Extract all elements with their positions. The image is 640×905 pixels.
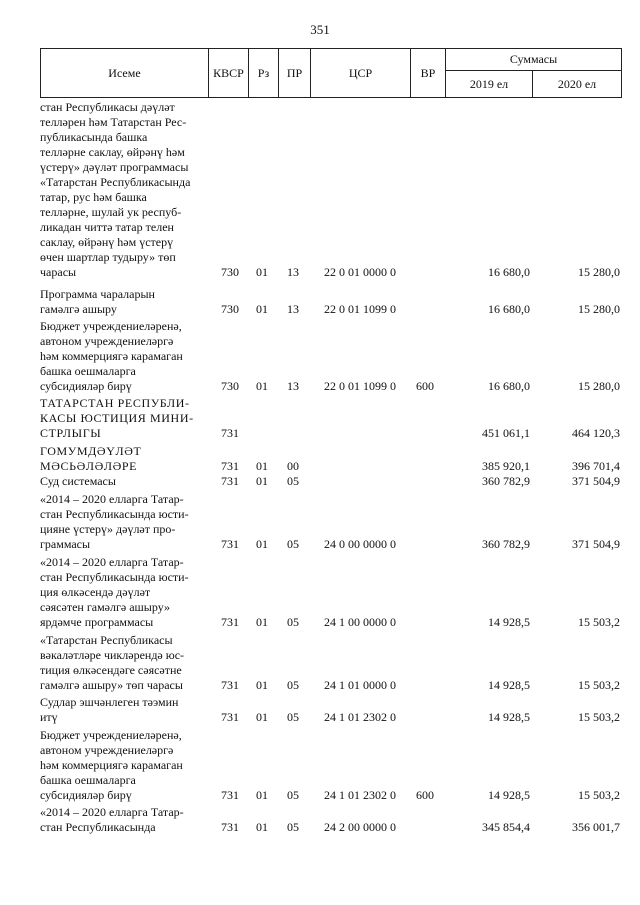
table-row: [40, 287, 622, 317]
header-kvsr: КВСР: [209, 49, 249, 97]
cell-kvsr: 731: [221, 537, 239, 551]
cell-csr: 24 1 00 0000 0: [324, 615, 396, 629]
cell-pr: 05: [287, 474, 299, 488]
cell-sum-2019: 345 854,4: [482, 820, 530, 834]
cell-sum-2020: 396 701,4: [572, 459, 620, 473]
cell-pr: 13: [287, 265, 299, 279]
row-name-line: үстерү» дәүләт программасы: [40, 160, 189, 174]
table-row: [40, 695, 622, 725]
header-csr: ЦСР: [311, 49, 411, 97]
table-header: [40, 48, 622, 98]
row-name: [40, 492, 205, 552]
row-name-line: стан Республикасында юсти-: [40, 570, 189, 584]
row-name-line: СТРЛЫГЫ: [40, 426, 102, 440]
cell-pr: 05: [287, 537, 299, 551]
row-name: [40, 319, 205, 394]
row-name-line: татар, рус һәм башка: [40, 190, 147, 204]
cell-pr: 13: [287, 302, 299, 316]
cell-rz: 01: [256, 302, 268, 316]
cell-pr: 05: [287, 710, 299, 724]
header-pr: ПР: [279, 49, 311, 97]
table-row: [40, 100, 622, 280]
cell-pr: 05: [287, 678, 299, 692]
row-name-line: ция өлкәсендә дәүләт: [40, 585, 151, 599]
cell-sum-2019: 14 928,5: [488, 615, 530, 629]
row-name-line: цияне үстерү» дәүләт про-: [40, 522, 176, 536]
cell-csr: 24 1 01 2302 0: [324, 788, 396, 802]
row-name-line: «Татарстан Республикасы: [40, 633, 173, 647]
row-name-line: автоном учреждениеләргә: [40, 743, 174, 757]
table-row: [40, 728, 622, 803]
row-name-line: стан Республикасында: [40, 820, 156, 834]
table-row: [40, 633, 622, 693]
header-vr: ВР: [411, 49, 446, 97]
header-year-2020: 2020 ел: [557, 76, 597, 91]
row-name-line: «2014 – 2020 елларга Татар-: [40, 805, 184, 819]
cell-sum-2020: 15 503,2: [578, 615, 620, 629]
cell-pr: 00: [287, 459, 299, 473]
row-name-line: «Татарстан Республикасында: [40, 175, 191, 189]
cell-sum-2020: 356 001,7: [572, 820, 620, 834]
table-row: [40, 319, 622, 394]
row-name-line: Бюджет учреждениеләренә,: [40, 728, 182, 742]
cell-pr: 05: [287, 788, 299, 802]
row-name: [40, 474, 205, 489]
row-name-line: ГОМУМДӘҮЛӘТ: [40, 444, 142, 458]
cell-rz: 01: [256, 379, 268, 393]
header-name: Исеме: [41, 49, 209, 97]
row-name-line: Суд системасы: [40, 474, 116, 488]
row-name-line: өчен шартлар тудыру» төп: [40, 250, 176, 264]
row-name-line: һәм коммерциягә карамаган: [40, 349, 183, 363]
cell-vr: 600: [416, 788, 434, 802]
cell-sum-2019: 451 061,1: [482, 426, 530, 440]
cell-csr: 22 0 01 0000 0: [324, 265, 396, 279]
row-name-line: КАСЫ ЮСТИЦИЯ МИНИ-: [40, 411, 194, 425]
cell-sum-2019: 360 782,9: [482, 474, 530, 488]
row-name: [40, 695, 205, 725]
row-name: [40, 805, 205, 835]
row-name: [40, 728, 205, 803]
cell-sum-2019: 16 680,0: [488, 265, 530, 279]
row-name-line: ликадан читтә татар телен: [40, 220, 174, 234]
cell-csr: 24 1 01 2302 0: [324, 710, 396, 724]
cell-sum-2019: 16 680,0: [488, 379, 530, 393]
cell-kvsr: 731: [221, 474, 239, 488]
cell-rz: 01: [256, 537, 268, 551]
table-row: [40, 805, 622, 835]
cell-sum-2020: 15 503,2: [578, 710, 620, 724]
cell-sum-2020: 15 280,0: [578, 302, 620, 316]
row-name-line: сәясәтен гамәлгә ашыру»: [40, 600, 170, 614]
header-year-2019: 2019 ел: [446, 71, 533, 97]
cell-sum-2019: 16 680,0: [488, 302, 530, 316]
page-number: 351: [310, 22, 330, 37]
row-name: [40, 444, 205, 474]
row-name-line: «2014 – 2020 елларга Татар-: [40, 492, 184, 506]
cell-kvsr: 730: [221, 379, 239, 393]
row-name-line: ярдәмче программасы: [40, 615, 154, 629]
cell-csr: 24 2 00 0000 0: [324, 820, 396, 834]
cell-rz: 01: [256, 710, 268, 724]
row-name-line: субсидияләр бирү: [40, 788, 132, 802]
cell-sum-2020: 15 503,2: [578, 678, 620, 692]
table-row: [40, 474, 622, 489]
cell-rz: 01: [256, 474, 268, 488]
cell-kvsr: 731: [221, 615, 239, 629]
cell-pr: 05: [287, 820, 299, 834]
cell-sum-2019: 360 782,9: [482, 537, 530, 551]
cell-kvsr: 731: [221, 820, 239, 834]
row-name-line: Программа чараларын: [40, 287, 155, 301]
cell-sum-2019: 14 928,5: [488, 788, 530, 802]
table-row: [40, 555, 622, 630]
row-name-line: стан Республикасы дәүләт: [40, 100, 175, 114]
row-name: [40, 100, 205, 280]
row-name-line: субсидияләр бирү: [40, 379, 132, 393]
row-name-line: «2014 – 2020 елларга Татар-: [40, 555, 184, 569]
row-name-line: Судлар эшчәнлеген тәэмин: [40, 695, 179, 709]
cell-rz: 01: [256, 788, 268, 802]
cell-kvsr: 730: [221, 302, 239, 316]
cell-sum-2019: 385 920,1: [482, 459, 530, 473]
row-name-line: саклау, өйрәнү һәм үстерү: [40, 235, 174, 249]
cell-pr: 05: [287, 615, 299, 629]
row-name-line: чарасы: [40, 265, 77, 279]
header-rz: Рз: [249, 49, 279, 97]
row-name-line: стан Республикасында юсти-: [40, 507, 189, 521]
cell-pr: 13: [287, 379, 299, 393]
cell-kvsr: 731: [221, 678, 239, 692]
row-name: [40, 396, 205, 441]
row-name-line: ТАТАРСТАН РЕСПУБЛИ-: [40, 396, 190, 410]
cell-rz: 01: [256, 615, 268, 629]
cell-sum-2020: 371 504,9: [572, 537, 620, 551]
table-row: [40, 492, 622, 552]
row-name-line: автоном учреждениеләргә: [40, 334, 174, 348]
cell-vr: 600: [416, 379, 434, 393]
table-row: [40, 396, 622, 441]
row-name: [40, 287, 205, 317]
cell-csr: 22 0 01 1099 0: [324, 379, 396, 393]
row-name: [40, 555, 205, 630]
table-body: [40, 100, 622, 835]
cell-kvsr: 731: [221, 426, 239, 440]
cell-kvsr: 730: [221, 265, 239, 279]
row-name-line: Бюджет учреждениеләренә,: [40, 319, 182, 333]
header-sums: Суммасы: [446, 49, 621, 71]
row-name-line: гамәлгә ашыру: [40, 302, 117, 316]
row-name-line: публикасында башка: [40, 130, 148, 144]
cell-csr: 24 1 01 0000 0: [324, 678, 396, 692]
row-name-line: вәкаләтләре чикләрендә юс-: [40, 648, 185, 662]
cell-csr: 22 0 01 1099 0: [324, 302, 396, 316]
header-sums-group: [446, 49, 621, 97]
cell-sum-2019: 14 928,5: [488, 678, 530, 692]
row-name-line: телләрне, шулай ук респуб-: [40, 205, 182, 219]
cell-sum-2020: 371 504,9: [572, 474, 620, 488]
row-name-line: башка оешмаларга: [40, 364, 136, 378]
cell-sum-2020: 15 280,0: [578, 379, 620, 393]
cell-sum-2020: 464 120,3: [572, 426, 620, 440]
row-name-line: граммасы: [40, 537, 91, 551]
cell-sum-2020: 15 503,2: [578, 788, 620, 802]
cell-csr: 24 0 00 0000 0: [324, 537, 396, 551]
cell-sum-2020: 15 280,0: [578, 265, 620, 279]
row-name-line: һәм коммерциягә карамаган: [40, 758, 183, 772]
cell-sum-2019: 14 928,5: [488, 710, 530, 724]
row-name-line: итү: [40, 710, 58, 724]
row-name-line: тиция өлкәсендәге сәясәтне: [40, 663, 182, 677]
cell-kvsr: 731: [221, 710, 239, 724]
row-name: [40, 633, 205, 693]
cell-rz: 01: [256, 678, 268, 692]
cell-rz: 01: [256, 459, 268, 473]
table-row: [40, 444, 622, 474]
row-name-line: МӘСЬӘЛӘЛӘРЕ: [40, 459, 138, 473]
cell-rz: 01: [256, 820, 268, 834]
cell-kvsr: 731: [221, 788, 239, 802]
row-name-line: телләрне саклау, өйрәнү һәм: [40, 145, 185, 159]
row-name-line: гамәлгә ашыру» төп чарасы: [40, 678, 183, 692]
row-name-line: телләрен һәм Татарстан Рес-: [40, 115, 187, 129]
cell-rz: 01: [256, 265, 268, 279]
cell-kvsr: 731: [221, 459, 239, 473]
row-name-line: башка оешмаларга: [40, 773, 136, 787]
